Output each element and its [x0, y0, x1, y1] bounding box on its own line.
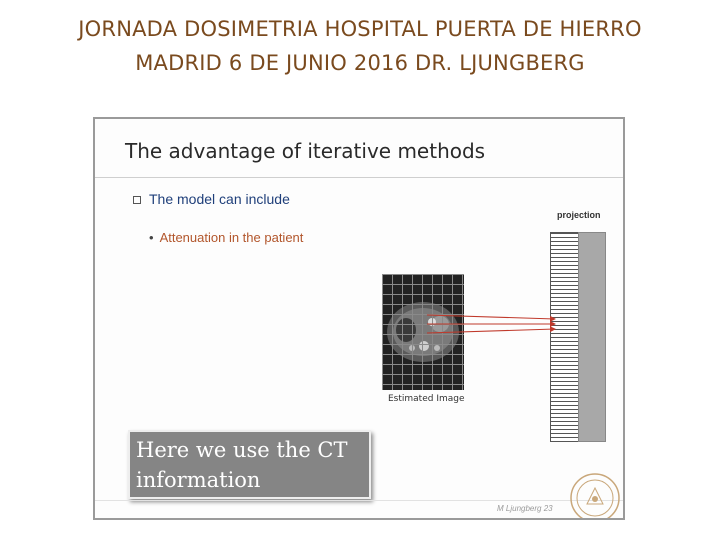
estimated-image-label: Estimated Image [388, 394, 465, 404]
bullet-1-text: The model can include [149, 191, 290, 207]
page-title-line-2: MADRID 6 DE JUNIO 2016 DR. LJUNGBERG [135, 51, 585, 75]
ray-line-3 [427, 329, 555, 333]
projection-label: projection [557, 210, 601, 220]
bullet-2-text: Attenuation in the patient [159, 230, 304, 245]
footer-divider [95, 500, 623, 501]
callout-line-1: Here we use the CT [136, 438, 348, 462]
dot-bullet-icon: • [149, 230, 154, 245]
page-title [0, 12, 720, 80]
slide-footer: M Ljungberg 23 [497, 504, 553, 513]
ct-information-callout [128, 430, 371, 499]
page-title-line-1: JORNADA DOSIMETRIA HOSPITAL PUERTA DE HIERRO [78, 17, 642, 41]
university-seal-icon [569, 472, 621, 520]
ray-line-1 [427, 315, 555, 319]
slide-heading: The advantage of iterative methods [125, 139, 486, 163]
callout-line-2: information [136, 468, 261, 492]
slide-image [93, 117, 625, 520]
